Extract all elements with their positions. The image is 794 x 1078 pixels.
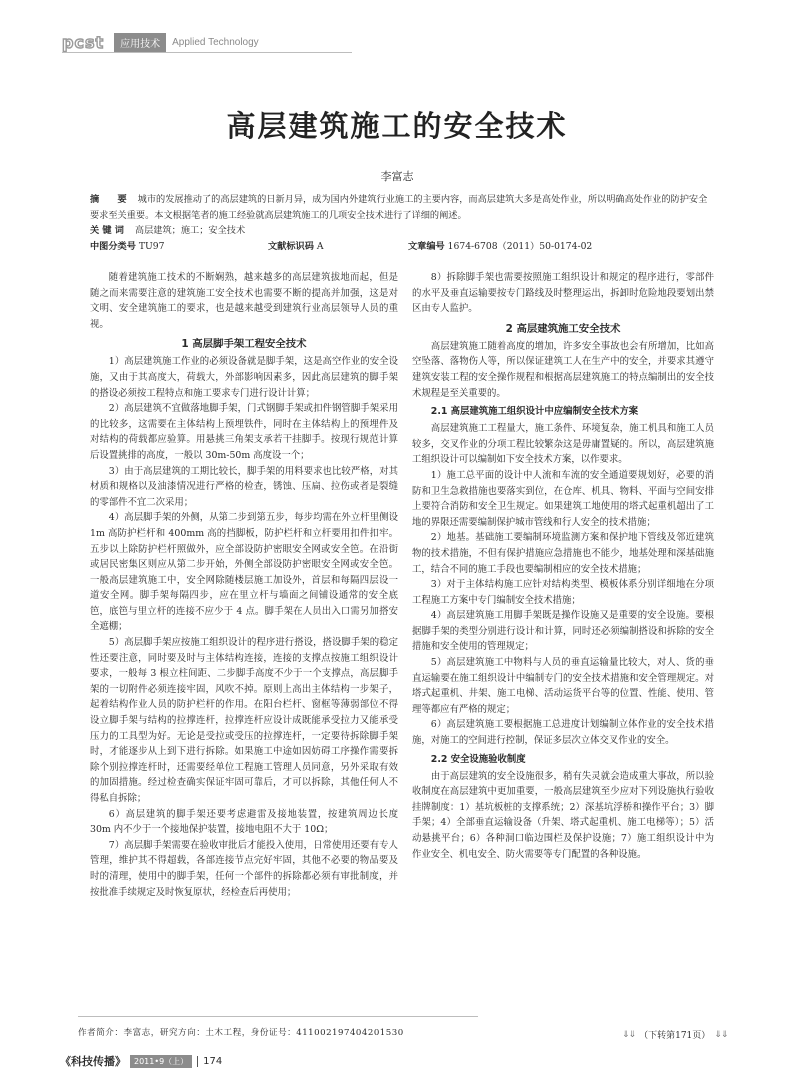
continued-notice [622,1028,727,1041]
paragraph: 5）高层建筑施工中物料与人员的垂直运输量比较大，对人、货的垂直运输要在施工组织设计中编制专门的安全技术措施和安全管理规定。对塔式起重机、井架、施工电梯、活动运货平台等的位置、性能、使用、管理等都应有严格的规定； [412,657,714,715]
paragraph: 4）高层建筑施工用脚手架既是操作设施又是重要的安全设施。要根据脚手架的类型分别进行设计和计算，同时还必须编制搭设和拆除的安全措施和安全使用的管理规定； [412,610,714,653]
body-column-right [412,270,714,862]
page-header [62,32,259,52]
keywords [90,223,714,239]
clc-label: 中图分类号 [90,240,136,252]
section-tag-english: Applied Technology [172,36,259,48]
section-heading-2: 2 高层建筑施工安全技术 [505,322,621,335]
paragraph: 2）地基。基础施工要编制环境监测方案和保护地下管线及邻近建筑物的技术措施，不但有保护措施应急措施也不能少，地基处理和深基础施工，结合不同的施工手段也要编制相应的安全技术措施； [412,532,714,575]
paragraph: 6）高层建筑的脚手架还要考虑避雷及接地装置，按建筑周边长度 30m 内不少于一个接地保护装置，接地电阻不大于 10Ω； [90,808,398,836]
abstract [90,192,714,223]
paragraph: 6）高层建筑施工要根据施工总进度计划编制立体作业的安全技术措施，对施工的空间进行控制，保证多层次立体交叉作业的安全。 [412,719,714,747]
classification-row [90,239,714,255]
continued-text: （下转第171页） [639,1031,711,1041]
paragraph: 高层建筑施工随着高度的增加，许多安全事故也会有所增加，比如高空坠落、落物伤人等，所以保证建筑工人在生产中的安全，并要求其遵守建筑安装工程的安全操作规程和根据高层建筑施工的特点编制出的安全技术规程是至关重要的。 [412,340,714,399]
issue-badge: 2011•9（上） [130,1055,192,1068]
down-arrows-icon: ⇓⇓ [714,1029,728,1040]
paragraph: 8）拆除脚手架也需要按照施工组织设计和规定的程序进行，零部件的水平及垂直运输要按专门路线及时整理运出，拆卸时危险地段要划出禁区由专人监护。 [412,272,714,315]
down-arrows-icon: ⇓⇓ [622,1029,636,1040]
paragraph: 3）由于高层建筑的工期比较长，脚手架的用料要求也比较严格，对其材质和规格以及油漆情况进行严格的检查，锈蚀、压扁、拉伤或者是裂缝的零部件不宜二次采用； [90,465,398,508]
paragraph: 3）对于主体结构施工应针对结构类型、模板体系分别详细地在分项工程施工方案中专门编制安全技术措施； [412,579,714,606]
page-footer [60,1052,222,1070]
header-divider [62,52,352,53]
paragraph: 1）施工总平面的设计中人流和车流的安全通道要规划好，必要的消防和卫生急救措施也要落实到位，在仓库、机具、物料、平面与空间安排上要符合消防和安全卫生规定。如果建筑工地使用的塔式起重机超出了工地的界限还需要编制保护城市管线和行人安全的技术措施； [412,469,714,528]
paragraph: 4）高层脚手架的外侧，从第二步到第五步，每步均需在外立杆里侧设 1m 高防护栏杆和 400mm 高的挡脚板，防护栏杆和立杆要用扣件扣牢。五步以上除防护栏杆照做外，应全部设防护密眼安全网或安全笆。在沿街或居民密集区则应从第二步开始，外侧全部设防护密眼安全网或安全笆。一般高层建筑施工中，安全网除随楼层施工加设外，首层和每隔四层设一道安全网。脚手架每隔四步，应在里立杆与墙面之间铺设通常的安全底笆，底笆与里立杆的连接不应少于 4 点。脚手架在人员出入口需另加搭安全遮棚； [90,512,398,633]
paragraph: 随着建筑施工技术的不断娴熟，越来越多的高层建筑拔地而起，但是随之而来需要注意的建筑施工安全技术也需要不断的提高并加强，这是对文明、安全建筑施工的要求，也是越来越受到建筑行业高层领导人员的重视。 [90,272,398,330]
abstract-text: 城市的发展推动了的高层建筑的日新月异，成为国内外建筑行业施工的主要内容，而高层建筑大多是高处作业，所以明确高处作业的防护安全要求至关重要。本文根据笔者的施工经验就高层建筑施工的几项安全技术进行了详细的阐述。 [90,194,708,221]
doc-code-value: A [316,240,324,252]
article-meta [90,192,714,254]
body-column-left [90,270,398,900]
paragraph: 1）高层建筑施工作业的必须设备就是脚手架，这是高空作业的安全设施，又由于其高度大，荷载大，外部影响因素多，因此高层建筑的脚手架的搭设必须按工程特点和施工要求专门进行设计计算； [90,356,398,399]
paragraph: 7）高层脚手架需要在验收审批后才能投入使用，日常使用还要有专人管理，维护其不得超载，各部连接节点完好牢固，其他不必要的物品要及时的清理，使用中的脚手架，任何一个部件的拆除都必须有审批制度，并按批准手续规定及时恢复原状，经检查后再使用； [90,839,398,898]
keywords-text: 高层建筑；施工；安全技术 [134,225,246,236]
subsection-heading-2-2: 2.2 安全设施验收制度 [430,753,526,765]
paragraph: 2）高层建筑不宜做落地脚手架，门式钢脚手架或扣件钢管脚手架采用的比较多，这需要在主体结构上预埋铁件，同时在主体结构上的预埋件及对结构的荷载都应验算。用悬挑三角架支承若干挂脚手。按现行规范计算后设置挑排的高度，一般以 30m-50m 高度设一个； [90,403,398,461]
doc-code-label: 文献标识码 [268,240,314,252]
keywords-label: 关 键 词 [90,225,124,236]
article-author: 李富志 [380,170,414,183]
paragraph: 5）高层脚手架应按施工组织设计的程序进行搭设，搭设脚手架的稳定性还要注意，同时要及时与主体结构连接，连接的支撑点按施工组织设计要求，一般每 3 根立柱间距、二步脚手高度不少于一个支撑点，高层脚手架的一切附件必须连接牢固，风吹不掉。原则上高出主体结构一步架子，起着结构作业人员的防护栏杆的作用。在阳台栏杆、窗框等薄弱部位不得设立脚手架与结构的拉撑连杆，拉撑连杆应设计成既能承受拉力又能承受压力的工具型为好。无论是受拉或受压的拉撑连杆，一定要待拆除脚手架时，才能逐步从上到下进行拆除。如果施工中途如因妨碍工序操作需要拆除个别拉撑连杆时，还需要经单位工程施工管理人员同意，另外采取有效的加固措施。经过检查确实保证牢固可靠后，才可以拆除，其他任何人不得私自拆除； [90,637,398,804]
article-title: 高层建筑施工的安全技术 [226,109,568,143]
clc-value: TU97 [138,240,165,252]
footnote-divider [78,1016,478,1017]
abstract-label: 摘 要 [90,194,127,205]
section-tag: 应用技术 [114,33,166,52]
article-no-value: 1674-6708（2011）50-0174-02 [447,240,593,252]
paragraph: 由于高层建筑的安全设施很多，稍有失灵就会造成重大事故，所以验收制度在高层建筑中更加重要，一般高层建筑至少应对下列设施执行验收挂牌制度：1）基坑板桩的支撑系统；2）深基坑浮桥和操作平台；3）脚手架；4）全部垂直运输设备（升架、塔式起重机、施工电梯等）；5）活动悬挑平台；6）各种洞口临边围栏及保护设施；7）施工组织设计中为作业安全、机电安全、防火需要等专门配置的各种设施。 [412,770,714,860]
author-note: 作者简介：李富志，研究方向：土木工程，身份证号：411002197404201530 [78,1028,404,1038]
paragraph: 高层建筑施工工程量大，施工条件、环境复杂，施工机具和施工人员较多，交叉作业的分项工程比较繁杂这是毋庸置疑的。所以，高层建筑施工组织设计可以编制如下安全技术方案，以作要求。 [412,423,714,466]
subsection-heading-2-1: 2.1 高层建筑施工组织设计中应编制安全技术方案 [430,406,639,418]
journal-name: 《科技传播》 [60,1055,126,1068]
journal-logo: pcst [62,32,105,52]
article-no-label: 文章编号 [408,240,445,252]
section-heading-1: 1 高层脚手架工程安全技术 [181,338,307,351]
page-number: 174 [197,1056,222,1067]
